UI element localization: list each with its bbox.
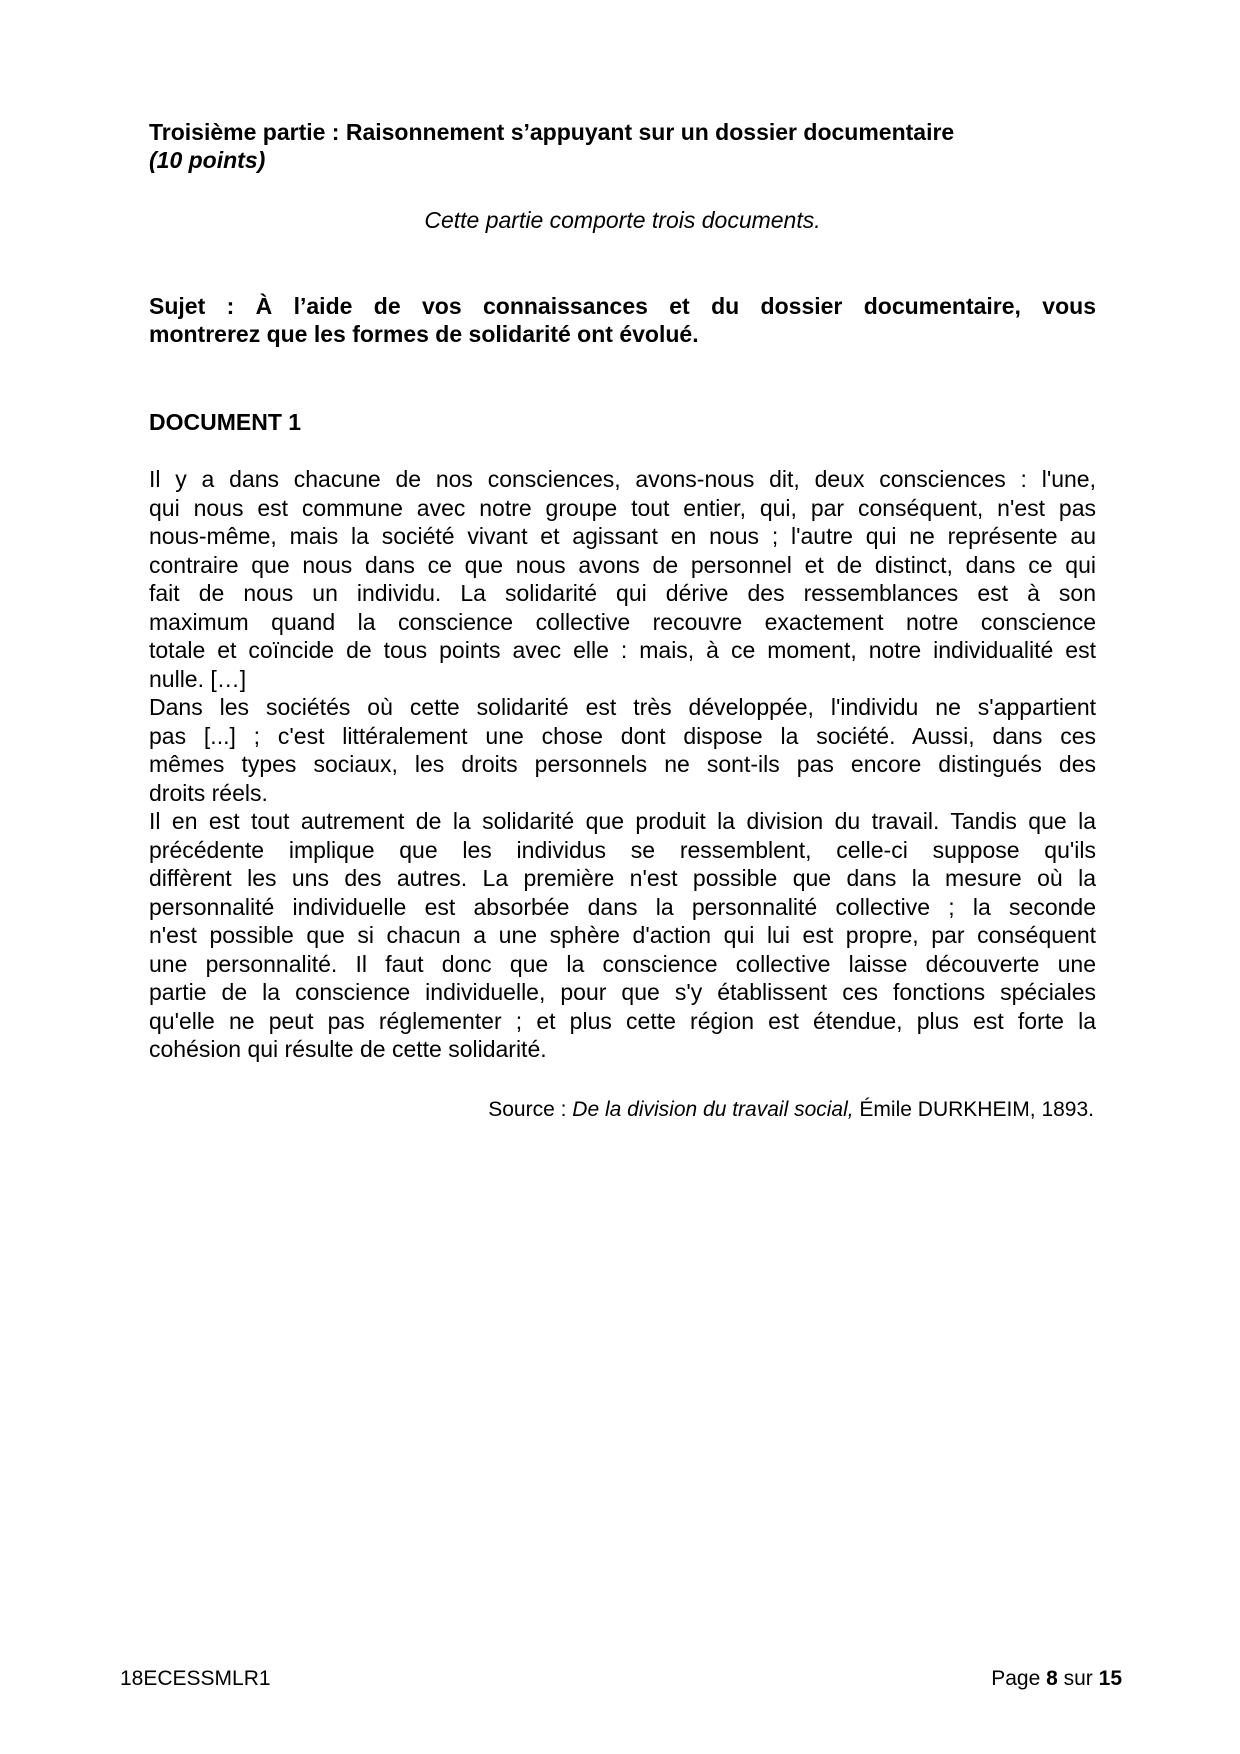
text-line: personnalité individuelle est absorbée dans la personnalité collective ; la seconde [149,893,1096,920]
text-line: Il en est tout autrement de la solidarité que produit la division du travail. Tandis que la [149,808,1096,834]
text-line: précédente implique que les individus se ressemblent, celle-ci suppose qu'ils [149,836,1096,863]
footer-exam-code: 18ECESSMLR1 [120,1667,271,1690]
text-line: totale et coïncide de tous points avec elle : mais, à ce moment, notre individualité est [149,637,1096,663]
source-book-title: De la division du travail social, [572,1098,854,1121]
subject-line-2: montrerez que les formes de solidarité ont évolué. [149,321,699,347]
current-page: 8 [1046,1667,1058,1690]
text-line: cohésion qui résulte de cette solidarité. [149,1036,547,1062]
text-line: diffèrent les uns des autres. La première n'est possible que dans la mesure où la [149,865,1096,891]
text-line: qui nous est commune avec notre groupe tout entier, qui, par conséquent, n'est pas [149,494,1096,521]
text-line: Dans les sociétés où cette solidarité est très développée, l'individu ne s'appartient [149,694,1096,720]
section-points: (10 points) [149,147,266,173]
section-intro: Cette partie comporte trois documents. [424,207,821,233]
page-word: Page [991,1667,1047,1690]
of-word: sur [1057,1667,1099,1690]
subject-line-1: Sujet : À l’aide de vos connaissances et du dossier documentaire, vous [149,293,1096,319]
text-line: droits réels. [149,779,268,806]
source-prefix: Source : [488,1098,573,1121]
text-line: maximum quand la conscience collective recouvre exactement notre conscience [149,608,1096,635]
document-text [149,465,1096,1064]
text-line: pas [...] ; c'est littéralement une chose dont dispose la société. Aussi, dans ces [149,722,1096,749]
footer-page-number [991,1666,1122,1692]
text-line: partie de la conscience individuelle, pour que s'y établissent ces fonctions spéciales [149,979,1096,1005]
text-line: nulle. […] [149,665,247,692]
subject-statement [149,292,1096,348]
text-line: n'est possible que si chacun a une sphère d'action qui lui est propre, par conséquent [149,922,1096,948]
text-line: nous-même, mais la société vivant et agissant en nous ; l'autre qui ne représente au [149,523,1096,549]
text-line: Il y a dans chacune de nos consciences, avons-nous dit, deux consciences : l'une, [149,466,1096,492]
document-title: DOCUMENT 1 [149,409,302,435]
document-source [488,1097,1094,1123]
text-line: qu'elle ne peut pas réglementer ; et plus cette région est étendue, plus est forte la [149,1007,1096,1034]
source-author: Émile DURKHEIM, 1893. [853,1098,1094,1121]
section-title: Troisième partie : Raisonnement s’appuyant sur un dossier documentaire [149,119,955,145]
text-line: fait de nous un individu. La solidarité qui dérive des ressemblances est à son [149,580,1096,606]
total-pages: 15 [1098,1667,1122,1690]
text-line: une personnalité. Il faut donc que la conscience collective laisse découverte une [149,950,1096,977]
section-heading [149,118,1096,174]
text-line: contraire que nous dans ce que nous avons de personnel et de distinct, dans ce qui [149,551,1096,578]
text-line: mêmes types sociaux, les droits personnels ne sont-ils pas encore distingués des [149,751,1096,777]
